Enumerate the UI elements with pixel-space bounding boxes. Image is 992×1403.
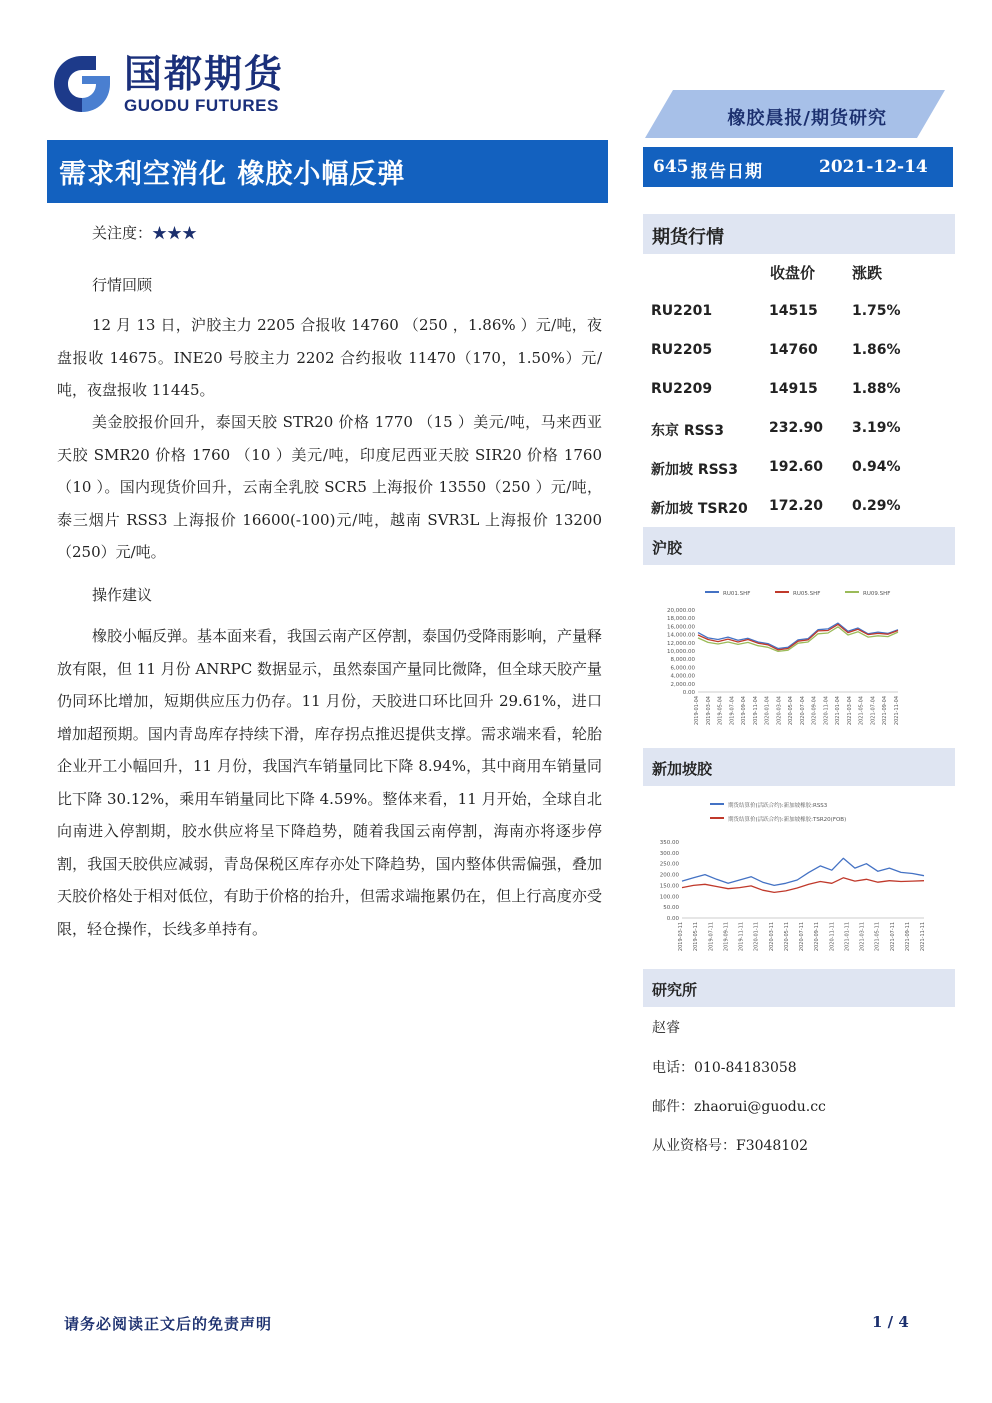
- y-tick-label: 100.00: [659, 894, 679, 901]
- x-tick-label: 2020-09-11: [814, 922, 821, 952]
- logo-english-name: GUODU FUTURES: [124, 96, 279, 115]
- report-type-label: 橡胶晨报/期货研究: [727, 108, 887, 129]
- x-tick-label: 2021-07-11: [889, 922, 896, 952]
- research-header: [643, 969, 955, 1007]
- price-change: 0.29%: [852, 498, 901, 514]
- x-tick-label: 2020-09-04: [811, 696, 818, 726]
- column-close: 收盘价: [770, 264, 816, 282]
- close-price: 14515: [769, 303, 818, 319]
- x-tick-label: 2021-01-11: [844, 922, 851, 952]
- x-tick-label: 2021-09-04: [882, 696, 889, 726]
- x-tick-label: 2020-11-04: [823, 696, 830, 726]
- contract-name: RU2209: [651, 381, 713, 397]
- x-tick-label: 2020-03-04: [776, 696, 783, 726]
- shfe-chart-title: 沪胶: [652, 539, 683, 557]
- attention-label: 关注度：: [92, 224, 153, 242]
- contract-name: 东京 RSS3: [651, 423, 724, 439]
- y-tick-label: 10,000.00: [667, 649, 695, 655]
- x-tick-label: 2019-07-04: [729, 696, 736, 726]
- x-tick-label: 2019-07-11: [708, 922, 715, 952]
- x-tick-label: 2019-11-11: [738, 922, 745, 952]
- y-tick-label: 18,000.00: [667, 616, 695, 623]
- market-section-header: [643, 214, 955, 254]
- contract-name: 新加坡 TSR20: [651, 501, 748, 517]
- x-tick-label: 2021-01-04: [835, 696, 842, 726]
- x-tick-label: 2021-11-04: [894, 696, 900, 726]
- y-tick-label: 150.00: [659, 883, 679, 890]
- x-tick-label: 2020-03-11: [768, 922, 775, 952]
- shfe-rubber-chart: [650, 580, 950, 745]
- y-tick-label: 350.00: [659, 840, 679, 846]
- report-number: 645: [653, 157, 689, 177]
- x-tick-label: 2020-07-04: [799, 696, 806, 726]
- market-section-title: 期货行情: [652, 227, 724, 248]
- market-row: [651, 342, 951, 364]
- x-tick-label: 2019-03-11: [678, 922, 684, 952]
- y-tick-label: 50.00: [663, 905, 679, 912]
- y-tick-label: 300.00: [659, 850, 679, 857]
- company-logo: [52, 52, 292, 118]
- contract-name: RU2201: [651, 303, 713, 319]
- sgx-chart-svg: [650, 792, 950, 962]
- date-label: 报告日期: [691, 162, 763, 182]
- x-tick-label: 2019-11-04: [752, 696, 759, 726]
- analyst-name: 赵睿: [652, 1020, 680, 1036]
- market-row: [651, 303, 951, 325]
- x-tick-label: 2021-05-04: [858, 696, 865, 726]
- x-tick-label: 2020-11-11: [829, 922, 836, 952]
- logo-chinese-name: 国都期货: [124, 52, 285, 96]
- legend-label: RU05.SHF: [793, 591, 821, 597]
- research-title: 研究所: [652, 981, 698, 999]
- price-change: 1.75%: [852, 303, 901, 319]
- contract-name: 新加坡 RSS3: [651, 462, 738, 478]
- price-change: 0.94%: [852, 459, 901, 475]
- price-change: 3.19%: [852, 420, 901, 436]
- report-type-banner: [645, 90, 945, 138]
- close-price: 192.60: [769, 459, 824, 475]
- attention-level: [92, 222, 197, 243]
- series-line: [698, 623, 898, 648]
- x-tick-label: 2021-03-04: [846, 696, 853, 726]
- price-change: 1.88%: [852, 381, 901, 397]
- x-tick-label: 2019-05-04: [717, 696, 724, 726]
- x-tick-label: 2021-09-11: [904, 922, 911, 952]
- legend-label: 期货结算价(活跃合约):新加坡橡胶:RSS3: [728, 803, 828, 809]
- report-title: 需求利空消化 橡胶小幅反弹: [59, 159, 406, 190]
- section-title-advice: 操作建议: [92, 586, 153, 604]
- close-price: 14760: [769, 342, 818, 358]
- y-tick-label: 250.00: [659, 861, 679, 868]
- report-date: 2021-12-14: [819, 157, 928, 177]
- y-tick-label: 16,000.00: [667, 624, 695, 631]
- x-tick-label: 2019-01-04: [694, 696, 700, 726]
- close-price: 172.20: [769, 498, 824, 514]
- x-tick-label: 2021-05-11: [874, 922, 881, 952]
- legend-label: RU01.SHF: [723, 591, 751, 597]
- y-tick-label: 0.00: [666, 916, 679, 922]
- guodu-logo-icon: [52, 54, 112, 114]
- x-tick-label: 2020-07-11: [799, 922, 805, 952]
- y-tick-label: 14,000.00: [667, 632, 695, 639]
- analyst-phone: 电话：010-84183058: [652, 1060, 797, 1076]
- shfe-chart-svg: [650, 580, 950, 745]
- y-tick-label: 6,000.00: [670, 665, 695, 672]
- paragraph-advice: 橡胶小幅反弹。基本面来看，我国云南产区停割，泰国仍受降雨影响，产量释放有限，但 11 月份 ANRPC 数据显示，虽然泰国产量同比微降，但全球天胶产量仍同环比增加，短期供应压力仍存。11 月份，天胶进口环比回升 29.61%，进口增加超预期。国内青岛库存持续下滑，库存拐点推迟提供支撑。需求端来看，轮胎企业开工小幅回升，11 月份，我国汽车销量同比下降 8.94%，其中商用车销量同比下降 30.12%，乘用车销量同比下降 4.59%。整体来看，11 月开始，全球自北向南进入停割期，胶水供应将呈下降趋势，随着我国云南停割，海南亦将逐步停割，我国天胶供应减弱，青岛保税区库存亦处下降趋势，国内整体供需偏强，叠加天胶价格处于相对低位，有助于价格的抬升，但需求端拖累仍在，但上行高度亦受限，轻仓操作，长线多单持有。: [57, 627, 603, 938]
- date-bar: [643, 147, 953, 187]
- x-tick-label: 2019-03-04: [705, 696, 712, 726]
- y-tick-label: 8,000.00: [670, 657, 695, 664]
- y-tick-label: 0.00: [682, 690, 695, 696]
- market-row: [651, 381, 951, 403]
- market-row: [651, 420, 951, 442]
- sgx-chart-title: 新加坡胶: [652, 760, 713, 778]
- x-tick-label: 2019-09-11: [723, 922, 730, 952]
- singapore-rubber-chart: [650, 792, 950, 962]
- sgx-chart-header: [643, 748, 955, 786]
- market-row: [651, 498, 951, 520]
- x-tick-label: 2020-01-11: [753, 922, 760, 952]
- close-price: 232.90: [769, 420, 824, 436]
- page-number: 1 / 4: [872, 1313, 909, 1331]
- y-tick-label: 2,000.00: [670, 681, 695, 688]
- paragraph-market-review: 12 月 13 日，沪胶主力 2205 合报收 14760 （250 ，1.86% ）元/吨，夜盘报收 14675。INE20 号胶主力 2202 合约报收 11470（170，1.50%）元/吨，夜盘报收 11445。: [57, 316, 602, 399]
- y-tick-label: 20,000.00: [667, 608, 695, 614]
- contract-name: RU2205: [651, 342, 713, 358]
- analyst-email: 邮件：zhaorui@guodu.cc: [652, 1099, 826, 1115]
- paragraph-prices: 美金胶报价回升，泰国天胶 STR20 价格 1770 （15 ）美元/吨，马来西亚天胶 SMR20 价格 1760 （10 ）美元/吨，印度尼西亚天胶 SIR20 价格 1760 （10 ）。国内现货价回升，云南全乳胶 SCR5 上海报价 13550（250 ）元/吨，泰三烟片 RSS3 上海报价 16600(-100)元/吨，越南 SVR3L 上海报价 13200（250）元/吨。: [57, 413, 602, 561]
- x-tick-label: 2021-11-11: [920, 922, 926, 952]
- shfe-chart-header: [643, 527, 955, 565]
- market-row: [651, 459, 951, 481]
- analyst-license: 从业资格号：F3048102: [652, 1138, 809, 1154]
- x-tick-label: 2020-05-11: [783, 922, 790, 952]
- y-tick-label: 12,000.00: [667, 640, 695, 647]
- y-tick-label: 4,000.00: [670, 673, 695, 680]
- price-change: 1.86%: [852, 342, 901, 358]
- x-tick-label: 2019-09-04: [741, 696, 748, 726]
- y-tick-label: 200.00: [659, 872, 679, 879]
- x-tick-label: 2021-07-04: [870, 696, 877, 726]
- x-tick-label: 2021-03-11: [859, 922, 866, 952]
- section-title-review: 行情回顾: [92, 276, 153, 294]
- legend-label: 期货结算价(活跃合约):新加坡橡胶:TSR20(FOB): [728, 817, 847, 823]
- disclaimer-note: 请务必阅读正文后的免责声明: [64, 1315, 273, 1333]
- attention-stars: ★★★: [152, 224, 198, 242]
- close-price: 14915: [769, 381, 818, 397]
- x-tick-label: 2020-01-04: [764, 696, 771, 726]
- title-bar: [47, 140, 608, 203]
- column-change: 涨跌: [852, 264, 883, 282]
- x-tick-label: 2019-05-11: [693, 922, 700, 952]
- legend-label: RU09.SHF: [863, 591, 891, 597]
- x-tick-label: 2020-05-04: [788, 696, 795, 726]
